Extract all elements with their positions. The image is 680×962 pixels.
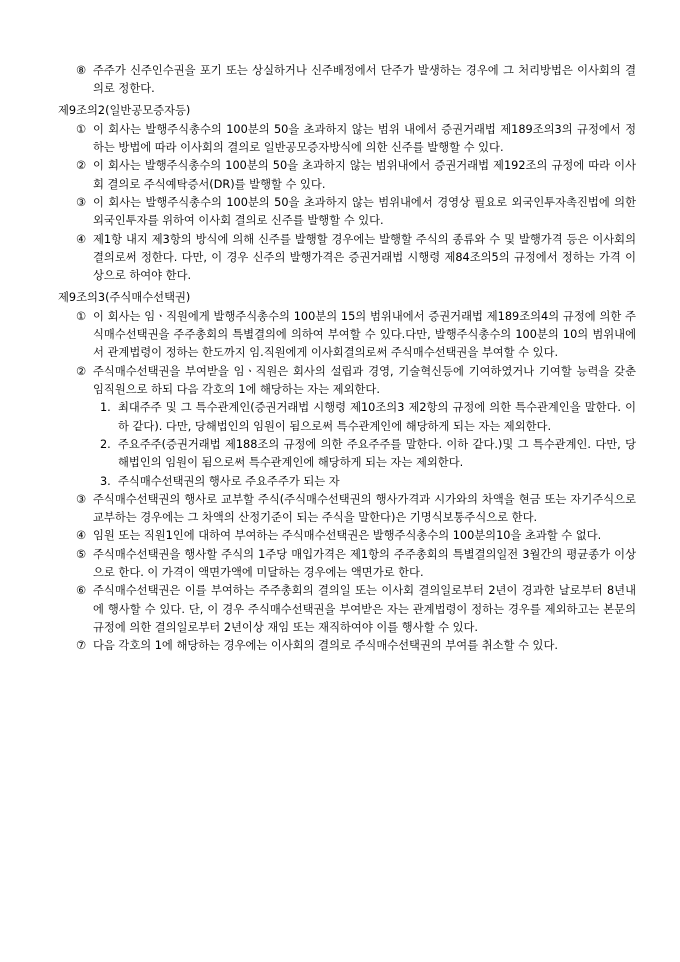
- clause-item: [76, 582, 636, 637]
- sub-clause-marker: 1.: [100, 401, 111, 415]
- sub-clause-marker: 2.: [100, 437, 111, 451]
- clause-text: 제1항 내지 제3항의 방식에 의해 신주를 발행할 경우에는 발행할 주식의 종류와 수 및 발행가격 등은 이사회의 결의로써 정한다. 다만, 이 경우 신주의 발행가격은 증권거래법 시행령 제84조의5의 규정에서 정하는 가격 이상으로 하여야 한다.: [93, 232, 636, 283]
- clause-text: 주식매수선택권을 행사할 주식의 1주당 매입가격은 제1항의 주주총회의 특별결의일전 3월간의 평균종가 이상으로 한다. 이 가격이 액면가액에 미달하는 경우에는 액면가로 한다.: [93, 547, 636, 580]
- clause-marker: ③: [76, 492, 87, 506]
- sub-clause-text: 최대주주 및 그 특수관계인(증권거래법 시행령 제10조의3 제2항의 규정에 의한 특수관계인을 말한다. 이하 같다). 다만, 당해법인의 임원이 됨으로써 특수관계인에 해당하게 되는 자는 제외한다.: [118, 401, 636, 433]
- clause-text: 이 회사는 발행주식총수의 100분의 50을 초과하지 않는 범위내에서 경영상 필요로 외국인투자촉진법에 의한 외국인투자를 위하여 이사회 결의로 신주를 발행할 수 있다.: [93, 196, 636, 228]
- sub-clause-item: [100, 436, 636, 473]
- clause-text: 다음 각호의 1에 해당하는 경우에는 이사회의 결의로 주식매수선택권의 부여를 취소할 수 있다.: [93, 639, 558, 653]
- sub-clause-marker: 3.: [100, 474, 111, 488]
- clause-marker: ①: [76, 309, 87, 323]
- clause-marker: ②: [76, 364, 87, 378]
- clause-item: [76, 231, 636, 286]
- clause-item: [76, 194, 636, 231]
- sub-clause-text: 주요주주(증권거래법 제188조의 규정에 의한 주요주주를 말한다. 이하 같다.)및 그 특수관계인. 다만, 당해법인의 임원이 됨으로써 특수관계인에 해당하게 되는 자는 제외한다.: [118, 437, 636, 470]
- clause-item: [76, 363, 636, 400]
- clause-item: [76, 546, 636, 583]
- clause-marker: ②: [76, 159, 87, 173]
- clause-marker: ④: [76, 232, 87, 246]
- section-heading: 제9조의2(일반공모증자등): [58, 103, 191, 117]
- clause-text: 주식매수선택권의 행사로 교부할 주식(주식매수선택권의 행사가격과 시가와의 차액을 현금 또는 자기주식으로 교부하는 경우에는 그 차액의 산정기준이 되는 주식을 말한다)은 기명식보통주식으로 한다.: [93, 492, 636, 525]
- clause-text: 이 회사는 발행주식총수의 100분의 50을 초과하지 않는 범위내에서 증권거래법 제192조의 규정에 따라 이사회 결의로 주식예탁증서(DR)를 발행할 수 있다.: [93, 159, 636, 191]
- sub-clause-item: [100, 399, 636, 436]
- clause-text: 이 회사는 발행주식총수의 100분의 50을 초과하지 않는 범위 내에서 증권거래법 제189조의3의 규정에서 정하는 방법에 따라 이사회의 결의로 일반공모증자방식에 의한 신주를 발행할 수 있다.: [93, 122, 636, 155]
- clause-item: [76, 491, 636, 528]
- clause-marker: ⑧: [76, 64, 87, 77]
- clause-marker: ④: [76, 529, 87, 543]
- clause-text: 주식매수선택권을 부여받을 임ㆍ직원은 회사의 설립과 경영, 기술혁신등에 기여하였거나 기여할 능력을 갖춘 임직원으로 하되 다음 각호의 1에 해당하는 자는 제외한다.: [93, 364, 636, 397]
- section-heading: 제9조의3(주식매수선택권): [58, 290, 191, 304]
- clause-item: [76, 62, 636, 99]
- clause-item: [76, 308, 636, 363]
- clause-marker: ⑥: [76, 584, 87, 598]
- clause-text: 주식매수선택권은 이를 부여하는 주주총회의 결의일 또는 이사회 결의일로부터 2년이 경과한 날로부터 8년내에 행사할 수 있다. 단, 이 경우 주식매수선택권을 부여받은 자는 관계법령이 정하는 경우를 제외하고는 본문의 규정에 의한 결의일로부터 2년이상 재임 또는 재직하여야 이를 행사할 수 있다.: [93, 584, 636, 634]
- clause-marker: ⑦: [76, 639, 87, 653]
- clause-text: 임원 또는 직원1인에 대하여 부여하는 주식매수선택권은 발행주식총수의 100분의10을 초과할 수 없다.: [93, 529, 602, 543]
- clause-item: [76, 637, 636, 655]
- clause-text: 주주가 신주인수권을 포기 또는 상실하거나 신주배정에서 단주가 발생하는 경우에 그 처리방법은 이사회의 결의로 정한다.: [93, 64, 636, 96]
- clause-text: 이 회사는 임ㆍ직원에게 발행주식총수의 100분의 15의 범위내에서 증권거래법 제189조의4의 규정에 의한 주식매수선택권을 주주총회의 특별결의에 의하여 부여할 수 있다.다만, 발행주식총수의 100분의 10의 범위내에서 관계법령이 정하는 한도까지 임.직원에게 이사회결의로써 주식매수선택권을 부여할 수 있다.: [93, 309, 636, 360]
- clause-marker: ①: [76, 122, 87, 136]
- clause-item: [76, 157, 636, 194]
- sub-clause-text: 주식매수선택권의 행사로 주요주주가 되는 자: [118, 474, 340, 488]
- sub-clause-item: [100, 473, 636, 491]
- clause-item: [76, 527, 636, 545]
- clause-marker: ⑤: [76, 547, 87, 561]
- clause-item: [76, 121, 636, 158]
- clause-marker: ③: [76, 196, 87, 210]
